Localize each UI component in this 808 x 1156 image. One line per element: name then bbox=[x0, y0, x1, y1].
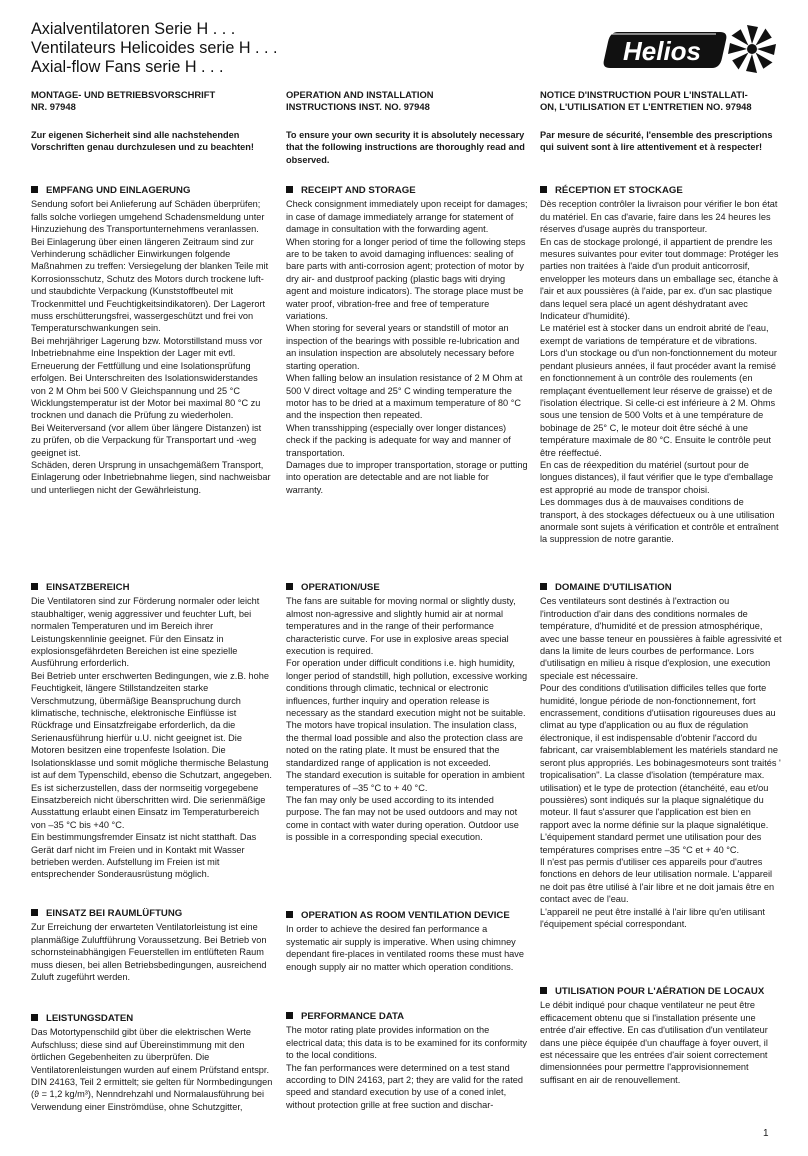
section-heading: RECEIPT AND STORAGE bbox=[301, 185, 416, 196]
page-number: 1 bbox=[763, 1128, 769, 1139]
section-heading: LEISTUNGSDATEN bbox=[46, 1013, 134, 1024]
paragraph: Le matériel est à stocker dans un endroit abrité de l'eau, exempt de variations de température et de vibrations. bbox=[540, 323, 769, 346]
section-performance-de bbox=[31, 1013, 273, 1113]
paragraph: The standard execution is suitable for operation in ambient temperatures of –35 °C to + 40 °C. bbox=[286, 770, 525, 793]
paragraph: L'appareil ne peut être installé à l'air libre qu'en utilisant l'équipement spécial correspondant. bbox=[540, 906, 765, 929]
svg-text:Helios: Helios bbox=[622, 36, 702, 66]
paragraph: The fan performances were determined on a test stand according to DIN 24163, part 2; they are valid for the rated speed and standard execution by use of a coned inlet, without protection grille at free suction and dischar- bbox=[286, 1062, 523, 1110]
paragraph: When storing for a longer period of time the following steps are to be taken to avoid damaging influences: sealing of bare parts with anti-corrosion agent; protection of motor by dry air- and dustproof packing (plastic bags witi drying agent and moisture indicators). The storage place must be water proof, vibration-free and free of temperature variations. bbox=[286, 236, 526, 322]
paragraph: Ces ventilateurs sont destinés à l'extraction ou l'introduction d'air dans des conditions normales de température, d'humidité et de pression atmosphérique, avec une basse teneur en poussières à faible agressivité et dans la limite de leurs courbes de performance. Lors d'utilisatign en milieu à risque d'explosion, une execution speciale est nécessaire. bbox=[540, 596, 782, 681]
paragraph: The fans are suitable for moving normal or slightly dusty, almost non-agressive and slightly humid air at normal temperatures and in the range of their performance characteristic curve. For use in explosive areas special execution is required. bbox=[286, 596, 516, 657]
bullet-square-icon bbox=[286, 186, 293, 193]
section-usage-de bbox=[31, 582, 273, 881]
section-heading: UTILISATION POUR L'AÉRATION DE LOCAUX bbox=[555, 986, 765, 997]
paragraph: En cas de réexpedition du matériel (surtout pour de longues distances), il faut vérifier que le type d'emballage est approprié au mode de transpor choisi. bbox=[540, 459, 774, 495]
section-heading: DOMAINE D'UTILISATION bbox=[555, 582, 672, 593]
paragraph: Pour des conditions d'utilisation difficiles telles que forte humidité, longue période de non-fonctionnement, fort encrassement, conditions d'utiisation rigoureuses dues au climat au type d'application ou au flux de régulation électronique, il est indispensable d'obtenir l'accord du fabricant, car vraisemblablement les matériels standard ne seront plus appropriés. Les bobinagesmoteurs sont traités ' tropicalisation''. La classe d'isolation (température max. utilisation) et le type de protection (étanchéité, eau et/ou poussières) sont indiqués sur la plaque signalétique du moteur. Il faut s'assurer que l'application est bien en rapport avec la norme définie sur la plaque signalétique. L'équipement standard permet une utilisation pour des températures comprises entre –35 °C et + 40 °C. bbox=[540, 683, 781, 855]
paragraph: In order to achieve the desired fan performance a systematic air supply is imperative. When using chimney dependant fire-places in ventilated rooms these must have enough supply air no matter which operation conditions. bbox=[286, 924, 524, 972]
paragraph: Bei Einlagerung über einen längeren Zeitraum sind zur Verhinderung schädlicher Einwirkungen folgende Maßnahmen zu treffen: Versiegelung der blanken Teile mit Korrosionsschutz, Schutz des Motors durch trockene luft- und staubdichte Verpackung (Kunststoffbeutel mit Trockenmittel und Feuchtigkeitsindikatoren). Der Lagerort muss erschütterungsfrei, wassergeschützt und frei von Temperaturschwankungen sein. bbox=[31, 236, 269, 334]
section-heading: EMPFANG UND EINLAGERUNG bbox=[46, 185, 191, 196]
title-de: Axialventilatoren Serie H . . . bbox=[31, 20, 236, 38]
paragraph: Dès reception contrôler la livraison pour vérifier le bon état du matériel. En cas d'avarie, faire dans les 24 heures les réserves d'usage auprès du transporteur. bbox=[540, 199, 778, 235]
paragraph: Das Motortypenschild gibt über die elektrischen Werte Aufschluss; diese sind auf Übereinstimmung mit den örtlichen Gegebenheiten zu überprüfen. Die Ventilatorenleistungen wurden auf einem Prüfstand entspr. DIN 24163, Teil 2 ermittelt; sie gelten für Normbedingungen (ϑ = 1,2 kg/m³), Nenndrehzahl und Normalausführung bei Verwendung einer Einströmdüse, ohne Schutzgitter, bbox=[31, 1027, 273, 1112]
subtitle-fr: NOTICE D'INSTRUCTION POUR L'INSTALLATI- ON, L'UTILISATION ET L'ENTRETIEN NO. 97948 bbox=[540, 89, 752, 113]
bullet-square-icon bbox=[31, 1014, 38, 1021]
safety-intro-de: Zur eigenen Sicherheit sind alle nachstehenden Vorschriften genau durchzulesen und zu beachten! bbox=[31, 130, 254, 153]
bullet-square-icon bbox=[31, 583, 38, 590]
section-receipt-de bbox=[31, 185, 273, 496]
helios-logo-badge bbox=[604, 32, 727, 68]
section-heading: EINSATZ BEI RAUMLÜFTUNG bbox=[46, 908, 183, 919]
paragraph: Le débit indiqué pour chaque ventilateur ne peut être efficacement obtenu que si l'installation présente une entrée d'air effective. En cas d'utilisation d'un ventilateur dans une pièce équipée d'un chauffage à foyer ouvert, il est nécessaire que les entrées d'air soient correctement dimensionnées pour permettre l'approvisionnement suffisant en air de renouvellement. bbox=[540, 1000, 768, 1085]
paragraph: En cas de stockage prolongé, il appartient de prendre les mesures suivantes pour eviter tout dommage: Protéger les parties non traitées à l'aide d'un produit anticorrosif, envelopper les moteurs dans un emballage sec, étanche à l'air et aux poussières (à l'aide, par ex. d'un sac plastique dans lequel sera placé un agent déshydratant avec Indicateur d'humidité). bbox=[540, 236, 779, 322]
section-heading: OPERATION/USE bbox=[301, 582, 380, 593]
section-performance-en bbox=[286, 1011, 528, 1111]
paragraph: Zur Erreichung der erwarteten Ventilatorleistung ist eine planmäßige Zuluftführung Voraussetzung. Bei Betrieb von schornsteinabhängigen Feuerstellen im entlüfteten Raum muss diesen, bei allen Betriebsbedingungen, ausreichend Zuluft zugeführt werden. bbox=[31, 922, 267, 983]
paragraph: Ein bestimmungsfremder Einsatz ist nicht statthaft. Das Gerät darf nicht im Freien und in Kontakt mit Wasser betrieben werden. Aufstellung im Freien ist mit entsprechender Sonderausrüstung möglich. bbox=[31, 832, 257, 880]
bullet-square-icon bbox=[286, 1012, 293, 1019]
paragraph: The fan may only be used according to its intended purpose. The fan may not be used outdoors and may not come in contact with water during operation. Outdoor use is possible in a corresponding special execution. bbox=[286, 794, 519, 843]
paragraph: Sendung sofort bei Anlieferung auf Schäden überprüfen; falls solche vorliegen umgehend Schadensmeldung unter Hinzuziehung des Transportunternehmens veranlassen. bbox=[31, 199, 265, 235]
paragraph: The motors have tropical insulation. The insulation class, the thermal load possible and also the protection class are noted on the rating plate. It must be ensured that the standardized range of application is not exceeded. bbox=[286, 720, 523, 768]
paragraph: Bei Betrieb unter erschwerten Bedingungen, wie z.B. hohe Feuchtigkeit, längere Stillstandzeiten starke Verschmutzung, übermäßige Beanspruchung durch klimatische, technische, elektronische Einflüsse ist Rückfrage und Einsatzfreigabe erforderlich, da die Serienausführung hierfür u.U. nicht geeignet ist. Die Motoren besitzen eine tropenfeste Isolation. Die Isolationsklasse und somit mögliche thermische Belastung ist auf dem Typenschild, ebenso die Schutzart, angegeben. Es ist sicherzustellen, dass der normseitig vorgegebene Einsatzbereich nicht überschritten wird. Die serienmäßige Ausstattung erlaubt einen Einsatz im Temperaturbereich von –35 °C bis +40 °C. bbox=[31, 670, 272, 830]
paragraph: Lors d'un stockage ou d'un non-fonctionnement du moteur pendant plusieurs années, il faut procéder avant la remisé en fonctionnement à un contrôle des roulements (en remplaçant éventuellement leur réserve de graisse) et de l'isolation électrique. Si celle-ci est inférieure à 2 M. Ohms sous une tension de 500 Volts et à une température de bobinage de 25° C, le moteur doit être séché à une température maximale de 80 °C. Ensuite le contrôle peut être réeffectué. bbox=[540, 348, 777, 458]
paragraph: Die Ventilatoren sind zur Förderung normaler oder leicht staubhaltiger, wenig aggressiver und feuchter Luft, bei normalen Temperaturen und im Bereich ihrer Leistungskennlinie geeignet. Für den Einsatz in explosionsgefährdeten Bereichen ist eine spezielle Ausführung erforderlich. bbox=[31, 596, 260, 669]
bullet-square-icon bbox=[540, 583, 547, 590]
title-fr: Ventilateurs Helicoides serie H . . . bbox=[31, 39, 278, 57]
fan-symbol-icon bbox=[728, 25, 776, 73]
section-heading: EINSATZBEREICH bbox=[46, 582, 130, 593]
bullet-square-icon bbox=[286, 583, 293, 590]
paragraph: When falling below an insulation resistance of 2 M Ohm at 500 V direct voltage and 25° C winding temperature the motor has to be dried at a maximum temperature of 80 °C and the inspection then repeated. bbox=[286, 373, 523, 421]
paragraph: Schäden, deren Ursprung in unsachgemäßem Transport, Einlagerung oder Inbetriebnahme liegen, sind nachweisbar und unterliegen nicht der Gewährleistung. bbox=[31, 459, 271, 495]
section-room-ventilation-de bbox=[31, 908, 273, 983]
section-heading: PERFORMANCE DATA bbox=[301, 1011, 405, 1022]
bullet-square-icon bbox=[286, 911, 293, 918]
paragraph: When transshipping (especially over longer distances) check if the packing is adequate for way and manner of transportation. bbox=[286, 422, 511, 458]
bullet-square-icon bbox=[31, 909, 38, 916]
section-room-ventilation-fr bbox=[540, 986, 782, 1086]
paragraph: Check consignment immediately upon receipt for damages; in case of damage immediately arrange for statement of damage in consultation with the forwarding agent. bbox=[286, 199, 528, 235]
paragraph: Il n'est pas permis d'utiliser ces appareils pour d'autres fonctions en dehors de leur utilisation normale. L'appareil ne doit pas être utilisé à l'air libre et ne doit jamais être en contact avec de l'eau. bbox=[540, 856, 775, 905]
paragraph: The motor rating plate provides information on the electrical data; this data is to be examined for its conformity to the local conditions. bbox=[286, 1025, 528, 1061]
bullet-square-icon bbox=[31, 186, 38, 193]
paragraph: Damages due to improper transportation, storage or putting into operation are detectable and are not liable for warranty. bbox=[286, 459, 528, 495]
title-en: Axial-flow Fans serie H . . . bbox=[31, 58, 224, 76]
section-room-ventilation-en bbox=[286, 910, 528, 973]
paragraph: Les dommages dus à de mauvaises conditions de transport, à des stockages défectueux ou à une utilisation anormale sont sujets à vérification et contrôle et entraînent la suppression de notre garantie. bbox=[540, 497, 779, 545]
bullet-square-icon bbox=[540, 987, 547, 994]
section-receipt-fr bbox=[540, 185, 782, 546]
safety-intro-en: To ensure your own security it is absolutely necessary that the following instructions are thoroughly read and observed. bbox=[286, 130, 525, 165]
document-titles bbox=[31, 20, 278, 77]
paragraph: For operation under difficult conditions i.e. high humidity, longer period of standstill, high pollution, excessive working conditions through climatic, technical or electronic influences, further inquiry and operation release is necessary as the standard execution might not be suitable. bbox=[286, 658, 528, 719]
section-heading: RÉCEPTION ET STOCKAGE bbox=[555, 185, 683, 196]
paragraph: Bei Weiterversand (vor allem über längere Distanzen) ist zu prüfen, ob die Verpackung für Transportart und -weg geeignet ist. bbox=[31, 422, 262, 458]
safety-intro-fr: Par mesure de sécurité, l'ensemble des prescriptions qui suivent sont à lire attentivement et à respecter! bbox=[540, 130, 773, 153]
bullet-square-icon bbox=[540, 186, 547, 193]
section-usage-fr bbox=[540, 582, 782, 930]
helios-logo-graphic bbox=[600, 20, 778, 76]
paragraph: When storing for several years or standstill of motor an inspection of the bearings with possible re-lubrication and an insulation inspection are absolutely necessary before starting operation. bbox=[286, 323, 520, 371]
section-receipt-en bbox=[286, 185, 528, 496]
section-heading: OPERATION AS ROOM VENTILATION DEVICE bbox=[301, 910, 510, 921]
paragraph: Bei mehrjähriger Lagerung bzw. Motorstillstand muss vor Inbetriebnahme eine Inspektion der Lager mit evtl. Erneuerung der Fettfüllung und eine Isolationsprüfung erfolgen. Bei Unterschreiten des Isolationswiderstandes von 2 M Ohm bei 500 V Gleichspannung und 25 °C Wicklungstemperatur ist der Motor bei maximal 80 °C zu trocknen und danach die Prüfung zu wiederholen. bbox=[31, 335, 263, 421]
section-usage-en bbox=[286, 582, 528, 844]
helios-logo bbox=[600, 20, 778, 76]
subtitle-en: OPERATION AND INSTALLATION INSTRUCTIONS INST. NO. 97948 bbox=[286, 89, 434, 113]
subtitle-de: MONTAGE- UND BETRIEBSVORSCHRIFT NR. 97948 bbox=[31, 89, 216, 113]
